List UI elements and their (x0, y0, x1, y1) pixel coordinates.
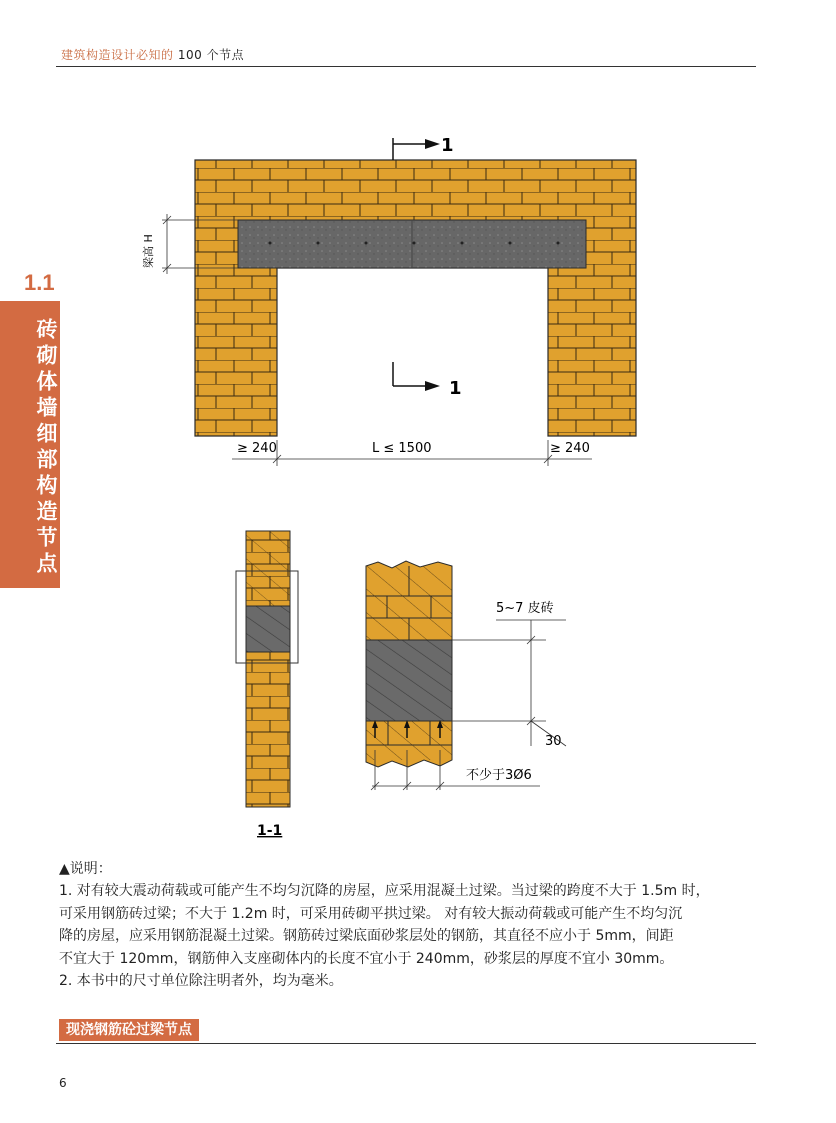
small-section (236, 531, 298, 807)
notes-line-2: 可采用钢筋砖过梁；不大于 1.2m 时，可采用砖砌平拱过梁。 对有较大振动荷载或可能产生不均匀沉 (59, 905, 683, 922)
dim-right: ≥ 240 (550, 441, 590, 456)
header-title-suffix: 个节点 (206, 48, 245, 62)
dim-span: L ≤ 1500 (372, 441, 432, 456)
page-number: 6 (59, 1076, 67, 1090)
note-bricks: 5~7 皮砖 (496, 601, 554, 616)
section-mark-top: 1 (441, 135, 454, 156)
dim-left: ≥ 240 (237, 441, 277, 456)
elevation-wall (195, 160, 636, 436)
detail-lintel (366, 640, 452, 721)
footer-rule (56, 1043, 756, 1044)
notes-body (59, 880, 759, 993)
dim-mortar: 30 (545, 734, 562, 749)
header-title-prefix: 建筑构造设计必知的 (61, 48, 174, 62)
section-label: 1-1 (257, 823, 283, 839)
header-title-number: 100 (177, 48, 203, 62)
notes-line-5: 2. 本书中的尺寸单位除注明者外，均为毫米。 (59, 973, 343, 989)
section-tab: 砖砌体墙细部构造节点 (0, 301, 60, 588)
detail-section (366, 561, 452, 767)
footer-caption: 现浇钢筋砼过梁节点 (59, 1019, 199, 1041)
small-lintel (246, 606, 290, 652)
note-rebar: 不少于3Ø6 (466, 768, 532, 783)
notes-line-4: 不宜大于 120mm，钢筋伸入支座砌体内的长度不宜小于 240mm，砂浆层的厚度不宜小 30mm。 (59, 950, 674, 967)
notes-line-1: 1. 对有较大震动荷载或可能产生不均匀沉降的房屋，应采用混凝土过梁。当过梁的跨度不大于 1.5m 时， (59, 883, 710, 899)
notes-title: ▲说明： (59, 861, 112, 877)
section-mark-bottom: 1 (449, 378, 462, 399)
section-number: 1.1 (24, 270, 55, 295)
height-label: 梁高 H (142, 234, 155, 268)
notes-line-3: 降的房屋，应采用钢筋混凝土过梁。钢筋砖过梁底面砂浆层处的钢筋，其直径不应小于 5mm，间距 (59, 928, 674, 944)
